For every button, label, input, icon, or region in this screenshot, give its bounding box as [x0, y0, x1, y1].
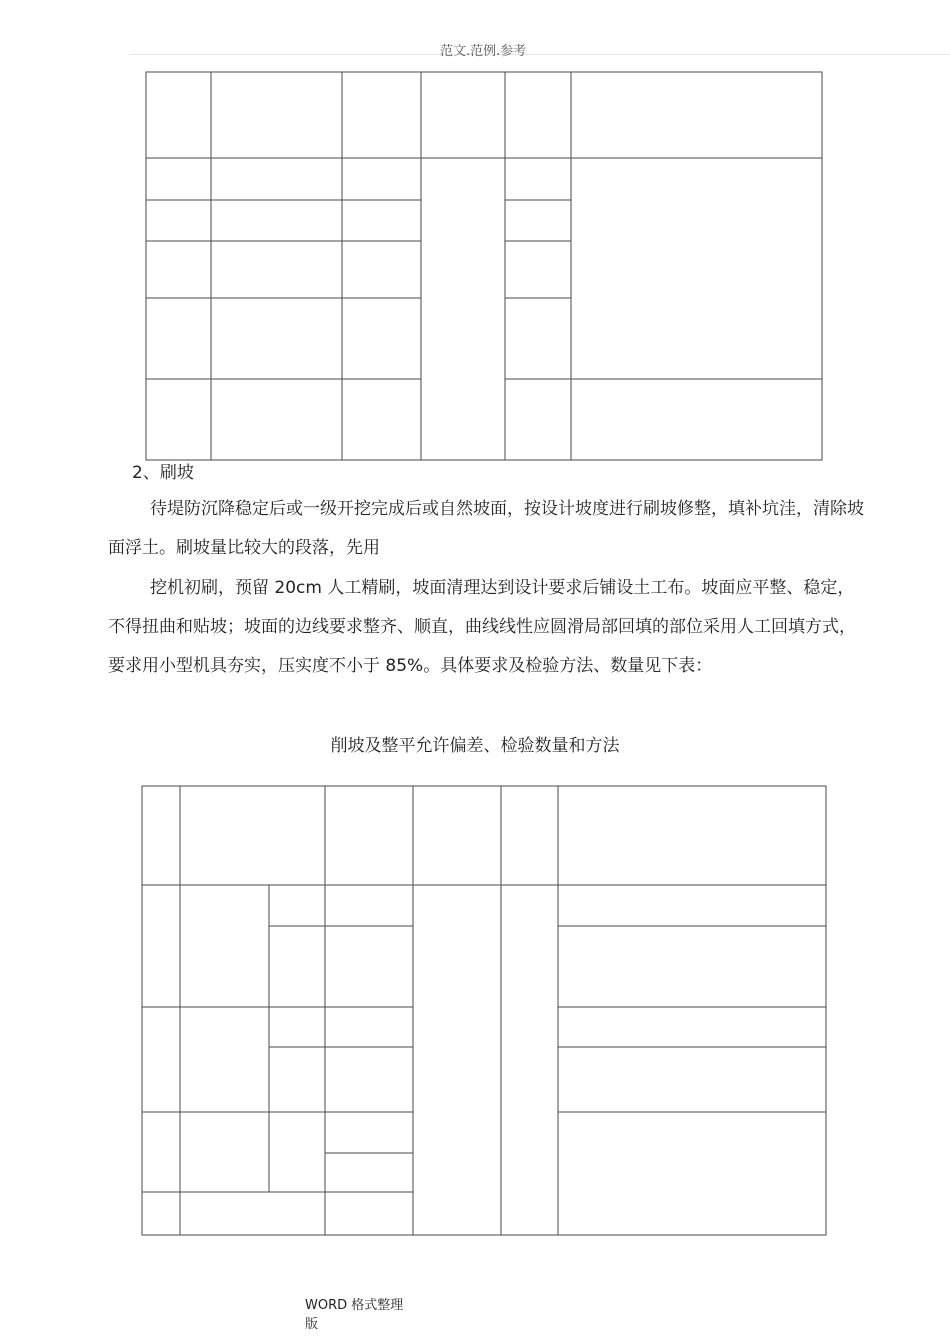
paragraph-1: [108, 490, 868, 568]
table-1-border: [146, 72, 822, 460]
page-header: 范文.范例.参考: [440, 44, 527, 59]
table-2-border: [142, 786, 826, 1235]
paragraph-1-text: 待堤防沉降稳定后或一级开挖完成后或自然坡面，按设计坡度进行刷坡修整，填补坑洼，清除坡面浮土。刷坡量比较大的段落，先用: [108, 499, 864, 558]
paragraph-2: [108, 569, 868, 686]
paragraph-2-text: 挖机初刷，预留 20cm 人工精刷，坡面清理达到设计要求后铺设土工布。坡面应平整、稳定，不得扭曲和贴坡；坡面的边线要求整齐、顺直，曲线线性应圆滑局部回填的部位采用人工回填方式，要求用小型机具夯实，压实度不小于 85%。具体要求及检验方法、数量见下表：: [108, 578, 856, 676]
page-footer: WORD 格式整理版: [305, 1298, 404, 1332]
section-heading: 2、刷坡: [132, 463, 194, 483]
table-grid-2: [142, 786, 826, 1235]
table-caption: 削坡及整平允许偏差、检验数量和方法: [330, 736, 620, 756]
